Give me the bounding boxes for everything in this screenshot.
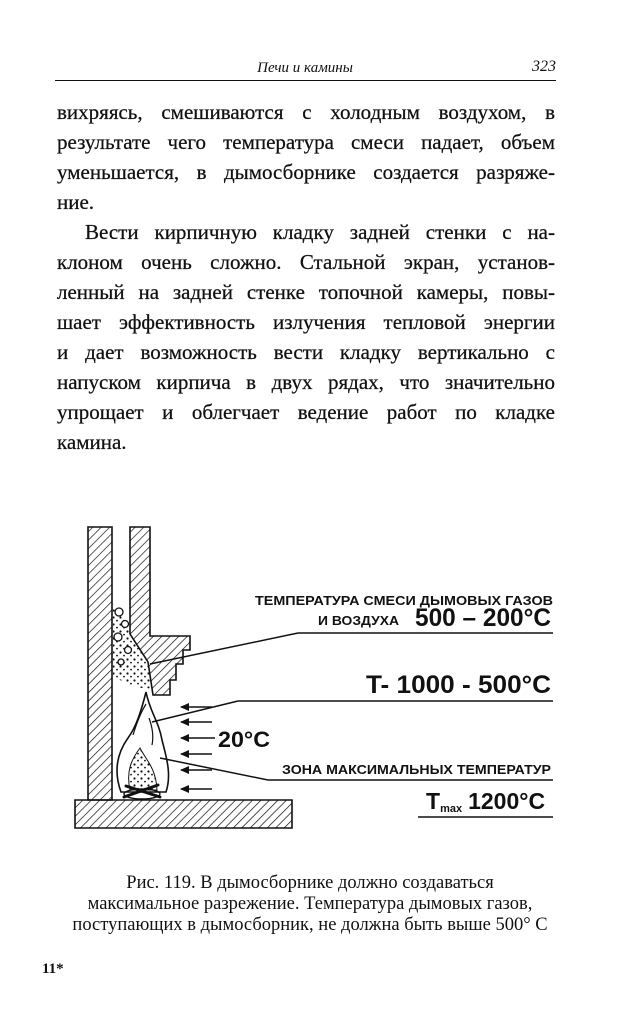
figure-caption (40, 873, 580, 936)
body-line: клоном очень сложно. Стальной экран, установ- (57, 250, 555, 274)
body-line: Вести кирпичную кладку задней стенки с на- (85, 220, 555, 244)
body-line: ленный на задней стенке топочной камеры, повы- (57, 280, 555, 304)
body-line: шает эффективность излучения тепловой энергии (57, 310, 555, 334)
max-zone-leader-line (160, 758, 268, 780)
tmax-label (426, 788, 545, 815)
tmax-symbol: T (426, 788, 441, 814)
signature-mark: 11* (42, 961, 64, 977)
tmax-value: 1200°C (468, 788, 546, 814)
body-line: камина. (57, 430, 127, 454)
flame-temperature-value: T- 1000 - 500°C (366, 671, 551, 699)
body-line: уменьшается, в дымосборнике создается разряже- (57, 160, 555, 184)
body-line: вихряясь, смешиваются с холодным воздухом, в (57, 100, 555, 124)
paragraph (57, 217, 555, 457)
paragraph (57, 97, 555, 217)
flame-leader-line (152, 701, 238, 722)
smoke-swirl (125, 647, 132, 654)
room-air-temperature: 20°C (218, 727, 271, 752)
mix-label-line1: ТЕМПЕРАТУРА СМЕСИ ДЫМОВЫХ ГАЗОВ (255, 593, 553, 608)
body-line: и дает возможность вести кладку вертикально с (57, 340, 555, 364)
fireplace-diagram (0, 515, 620, 845)
hearth-slab (75, 800, 292, 828)
running-title: Печи и камины (257, 60, 353, 76)
back-wall (88, 527, 112, 800)
body-line: результате чего температура смеси падает, объем (57, 130, 555, 154)
body-text (57, 97, 555, 457)
smoke-swirl (115, 608, 123, 616)
caption-line: Рис. 119. В дымосборнике должно создаваться (126, 873, 494, 893)
page-number: 323 (532, 58, 556, 75)
tmax-subscript: max (440, 803, 463, 815)
smoke-swirl (114, 633, 122, 641)
smoke-swirl (122, 621, 129, 628)
caption-line: поступающих в дымосборник, не должна быть выше 500° С (72, 915, 548, 935)
body-line: напуском кирпича в двух рядах, что значительно (57, 370, 555, 394)
max-zone-label: ЗОНА МАКСИМАЛЬНЫХ ТЕМПЕРАТУР (282, 763, 551, 777)
body-line: ние. (57, 190, 95, 214)
mix-label-line2: И ВОЗДУХА (318, 613, 400, 628)
mix-temperature-value: 500 – 200°C (415, 604, 551, 632)
smoke-swirl (118, 659, 124, 665)
header-rule (55, 80, 556, 81)
caption-line: максимальное разрежение. Температура дымовых газов, (87, 894, 533, 914)
body-line: упрощает и облегчает ведение работ по кладке (57, 400, 555, 424)
